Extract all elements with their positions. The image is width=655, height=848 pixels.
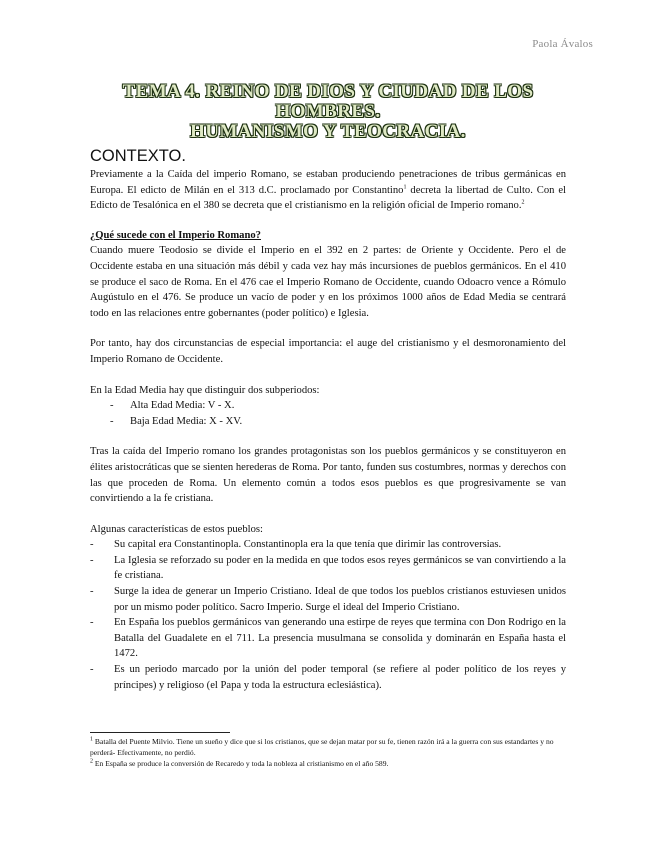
context-heading: CONTEXTO. <box>90 147 186 165</box>
list-item: - Surge la idea de generar un Imperio Cristiano. Ideal de que todos los pueblos cristianos estuviesen unidos por un mismo poder político. Sacro Imperio. Surge el ideal del Imperio Cristiano. <box>90 584 566 615</box>
footnote-text: Batalla del Puente Milvio. Tiene un sueño y dice que si los cristianos, que se dejan matar por su fe, tienen razón irá a la guerra con sus estandartes y no perderá- Efectivamente, no perdió. <box>90 737 554 757</box>
list-item: - La Iglesia se reforzado su poder en la medida en que todos esos reyes germánicos se van convirtiendo a la fe cristiana. <box>90 553 566 584</box>
footnote-text: En España se produce la conversión de Recaredo y toda la nobleza al cristianismo en el año 589. <box>94 759 389 768</box>
footnote-2 <box>90 758 566 769</box>
context-text-2: decreta la libertad de Culto. Con el Edicto de Tesalónica en el 380 se decreta que el cristianismo en la religión oficial de Imperio romano. <box>90 184 566 212</box>
roman-empire-heading: ¿Qué sucede con el Imperio Romano? <box>90 229 261 241</box>
title-line-1: TEMA 4. REINO DE DIOS Y CIUDAD DE LOS HOMBRES. <box>122 81 534 122</box>
document-body <box>90 146 566 693</box>
list-item: - Alta Edad Media: V - X. <box>90 398 566 414</box>
middle-ages-intro: En la Edad Media hay que distinguir dos subperiodos: <box>90 384 320 396</box>
footnote-1 <box>90 736 566 758</box>
roman-empire-paragraph-1: Cuando muere Teodosio se divide el Imperio en el 392 en 2 partes: de Oriente y Occidente. Pero el de Occidente estaba en una situación más débil y cada vez hay más incursiones de pueblos germánicos. En el 410 se produce el saco de Roma. En el 476 cae el Imperio Romano de Occidente, cuando Odoacro vence a Rómulo Augústulo en el 476. Se produce un vacío de poder y en los próximos 1000 años de Edad Media se centrará todo en las relaciones entre gobernantes (poder político) e Iglesia. <box>90 245 566 319</box>
list-item: - Su capital era Constantinopla. Constantinopla era la que tenía que dirimir las controversias. <box>90 537 566 553</box>
list-item: - En España los pueblos germánicos van generando una estirpe de reyes que termina con Don Rodrigo en la Batalla del Guadalete en el 711. La presencia musulmana se consolida y dominarán en España hasta el 1472. <box>90 615 566 662</box>
features-list <box>90 537 566 693</box>
footnote-marker: 2 <box>90 758 93 765</box>
footnote-ref-1[interactable]: 1 <box>403 184 407 191</box>
footnote-divider <box>90 732 230 733</box>
footnote-marker: 1 <box>90 736 93 743</box>
subperiod-list <box>90 398 566 429</box>
list-item: - Baja Edad Media: X - XV. <box>90 414 566 430</box>
list-item: - Es un periodo marcado por la unión del poder temporal (se refiere al poder político de los reyes y príncipes) y religioso (el Papa y toda la estructura eclesiástica). <box>90 662 566 693</box>
author-name: Paola Ávalos <box>532 38 593 50</box>
page-title <box>88 82 568 142</box>
context-paragraph <box>90 167 566 214</box>
footnote-ref-2[interactable]: 2 <box>521 199 525 206</box>
title-line-2: HUMANISMO Y TEOCRACIA. <box>190 121 466 142</box>
roman-empire-paragraph-2: Por tanto, hay dos circunstancias de especial importancia: el auge del cristianismo y el desmoronamiento del Imperio Romano de Occidente. <box>90 338 566 365</box>
footnotes <box>90 732 566 769</box>
germanic-peoples-paragraph: Tras la caída del Imperio romano los grandes protagonistas son los pueblos germánicos y se constituyeron en élites aristocráticas que se sienten herederas de Roma. Por tanto, funden sus costumbres, normas y derechos con las que proceden de Roma. Un elemento común a todos esos pueblos es que progresivamente se van convirtiendo a la fe cristiana. <box>90 446 566 505</box>
features-intro: Algunas características de estos pueblos: <box>90 523 263 535</box>
context-text-1: Previamente a la Caída del imperio Romano, se estaban produciendo penetraciones de tribus germánicas en Europa. El edicto de Milán en el 313 d.C. proclamado por Constantino <box>90 169 566 196</box>
